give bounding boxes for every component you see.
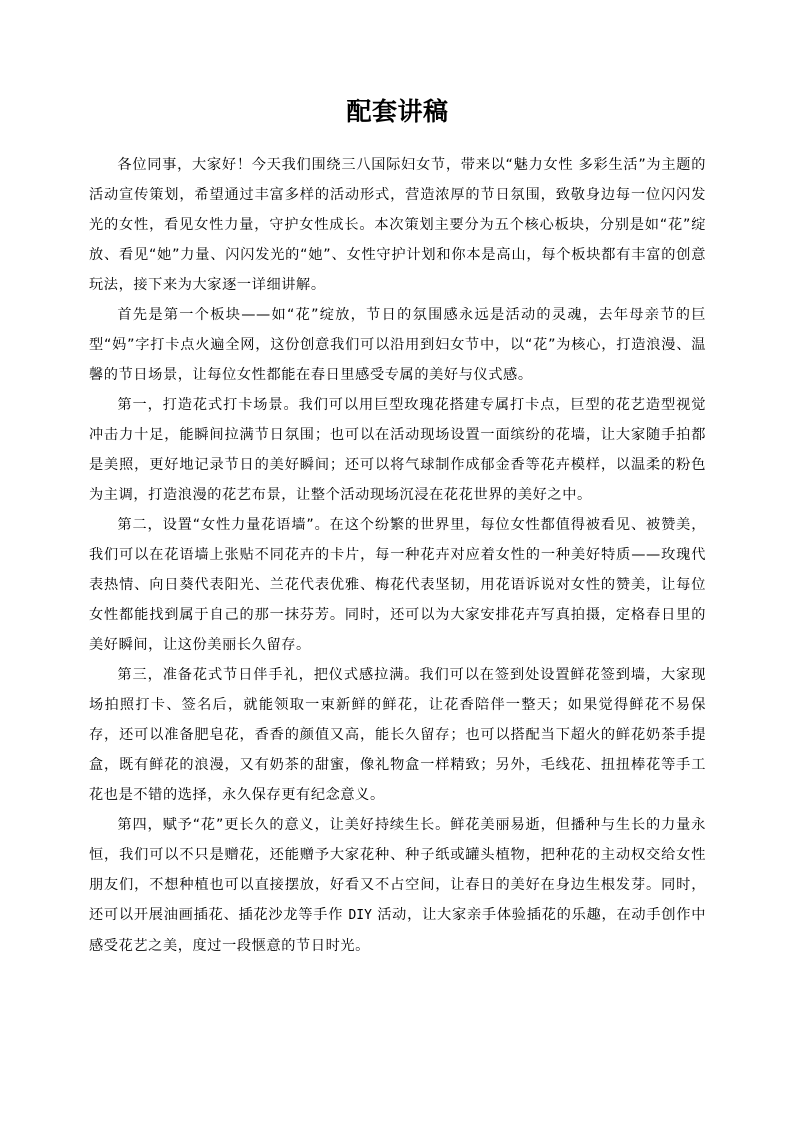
paragraph-point-four: 第四，赋予“花”更长久的意义，让美好持续生长。鲜花美丽易逝，但播种与生长的力量永恒，我们可以不只是赠花，还能赠予大家花种、种子纸或罐头植物，把种花的主动权交给女性朋友们，不想种植也可以直接摆放，好看又不占空间，让春日的美好在身边生根发芽。同时，还可以开展油画插花、插花沙龙等手作 DIY 活动，让大家亲手体验插花的乐趣，在动手创作中感受花艺之美，度过一段惬意的节日时光。 [89, 817, 707, 954]
page-title: 配套讲稿 [346, 97, 449, 126]
document-text-column [89, 0, 706, 961]
paragraph-point-one: 第一，打造花式打卡场景。我们可以用巨型玫瑰花搭建专属打卡点，巨型的花艺造型视觉冲击力十足，能瞬间拉满节日氛围；也可以在活动现场设置一面缤纷的花墙，让大家随手拍都是美照，更好地记录节日的美好瞬间；还可以将气球制作成郁金香等花卉模样，以温柔的粉色为主调，打造浪漫的花艺布景，让整个活动现场沉浸在花花世界的美好之中。 [89, 397, 706, 503]
latin-run: DIY [348, 908, 372, 923]
paragraph-section-one-intro: 首先是第一个板块——如“花”绽放，节日的氛围感永远是活动的灵魂，去年母亲节的巨型“妈”字打卡点火遍全网，这份创意我们可以沿用到妇女节中，以“花”为核心，打造浪漫、温馨的节日场景，让每位女性都能在春日里感受专属的美好与仪式感。 [89, 307, 706, 383]
paragraph-point-two: 第二，设置“女性力量花语墙”。在这个纷繁的世界里，每位女性都值得被看见、被赞美，我们可以在花语墙上张贴不同花卉的卡片，每一种花卉对应着女性的一种美好特质——玫瑰代表热情、向日葵代表阳光、兰花代表优雅、梅花代表坚韧，用花语诉说对女性的赞美，让每位女性都能找到属于自己的那一抹芬芳。同时，还可以为大家安排花卉写真拍摄，定格春日里的美好瞬间，让这份美丽长久留存。 [89, 517, 706, 653]
paragraph-greeting: 各位同事，大家好！今天我们围绕三八国际妇女节，带来以“魅力女性 多彩生活”为主题的活动宣传策划，希望通过丰富多样的活动形式，营造浓厚的节日氛围，致敬身边每一位闪闪发光的女性，看见女性力量，守护女性成长。本次策划主要分为五个核心板块，分别是如“花”绽放、看见“她”力量、闪闪发光的“她”、女性守护计划和你本是高山，每个板块都有丰富的创意玩法，接下来为大家逐一详细讲解。 [89, 157, 706, 293]
paragraph-point-three: 第三，准备花式节日伴手礼，把仪式感拉满。我们可以在签到处设置鲜花签到墙，大家现场拍照打卡、签名后，就能领取一束新鲜的鲜花，让花香陪伴一整天；如果觉得鲜花不易保存，还可以准备肥皂花，香香的颜值又高，能长久留存；也可以搭配当下超火的鲜花奶茶手提盒，既有鲜花的浪漫，又有奶茶的甜蜜，像礼物盒一样精致；另外，毛线花、扭扭棒花等手工花也是不错的选择，永久保存更有纪念意义。 [89, 667, 706, 803]
